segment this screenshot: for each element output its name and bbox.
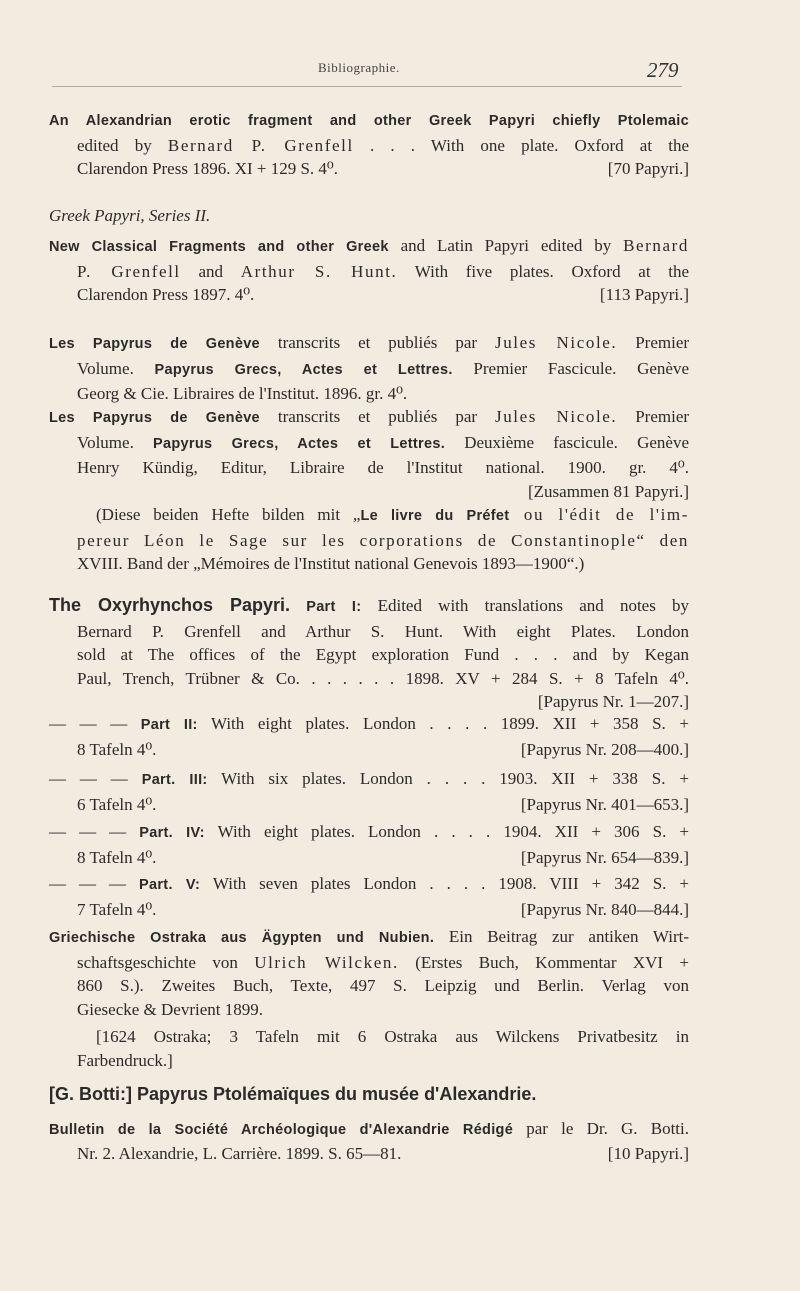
entry-part: Part I: bbox=[306, 599, 362, 615]
entry-text: 7 Tafeln 4⁰. bbox=[77, 899, 157, 919]
entry-title: Les Papyrus de Genève bbox=[49, 410, 260, 426]
entry-text: With five plates. Oxford at the bbox=[414, 261, 690, 281]
entry-text: schaftsgeschichte von bbox=[77, 952, 238, 972]
header-rule bbox=[52, 86, 682, 87]
entry-subtitle: Papyrus Grecs, Actes et Lettres. bbox=[154, 361, 453, 378]
entry-imprint: Henry Kündig, Editur, Libraire de l'Institut national. 1900. gr. 4⁰. bbox=[77, 458, 689, 477]
entry-imprint: Giesecke & Devrient 1899. bbox=[77, 999, 263, 1019]
entry-title: Griechische Ostraka aus Ägypten und Nubien. bbox=[49, 930, 435, 946]
entry-title: Bulletin de la Société Archéologique d'Alexandrie Rédigé bbox=[49, 1121, 514, 1138]
entry-note: Farbendruck.] bbox=[77, 1050, 173, 1070]
bib-entry-new-classical-fragments bbox=[49, 234, 689, 307]
entry-author: Bernard bbox=[623, 236, 690, 255]
papyri-count: [Papyrus Nr. 208—400.] bbox=[520, 739, 689, 759]
bib-entry-papyrus-de-geneve-2 bbox=[49, 405, 689, 576]
entry-text: With eight plates. London . . . . 1899. XII + 358 S. + bbox=[210, 714, 689, 733]
entry-text: . . . With one plate. Oxford at the bbox=[369, 135, 690, 155]
entry-text: par le Dr. bbox=[526, 1118, 608, 1138]
entry-part: Part II: bbox=[140, 717, 198, 733]
ditto-dash: — — — bbox=[49, 822, 127, 841]
entry-text: Ein Beitrag zur antiken Wirt- bbox=[448, 927, 689, 946]
series-heading: Greek Papyri, Series II. bbox=[49, 206, 211, 225]
papyri-count: [Papyrus Nr. 1—207.] bbox=[537, 692, 689, 711]
entry-title: Les Papyrus de Genève bbox=[49, 336, 260, 352]
entry-text: With eight plates. London . . . . 1904. XII + 306 S. + bbox=[217, 822, 689, 841]
papyri-count: [Papyrus Nr. 401—653.] bbox=[520, 794, 689, 814]
bib-entry-oxyrhynchos-papyri bbox=[49, 594, 689, 714]
papyri-count: [Zusammen 81 Papyri.] bbox=[528, 481, 689, 501]
entry-imprint: Georg & Cie. Libraires de l'Institut. 1896. gr. 4⁰. bbox=[77, 384, 408, 403]
entry-imprint: Clarendon Press 1897. 4⁰. bbox=[77, 285, 255, 304]
entry-text: sold at The offices of the Egypt exploration Fund . . . and by Kegan bbox=[77, 645, 689, 664]
entry-text: With six plates. London . . . . 1903. XII + 338 S. + bbox=[221, 769, 689, 788]
entry-author: G. Botti. bbox=[621, 1118, 689, 1138]
entry-text: Volume. bbox=[77, 358, 134, 378]
bib-entry-oxyrhynchos-part-3 bbox=[49, 767, 689, 816]
bib-entry-papyrus-de-geneve-1 bbox=[49, 331, 689, 406]
entry-text: (Erstes Buch, Kommentar XVI + bbox=[415, 952, 690, 972]
entry-author: Arthur S. Hunt. bbox=[240, 261, 398, 281]
entry-title: The Oxyrhynchos Papyri. bbox=[49, 595, 290, 615]
entry-text: Deuxième fascicule. Genève bbox=[464, 432, 690, 452]
papyri-count: [Papyrus Nr. 840—844.] bbox=[520, 899, 689, 919]
entry-title: New Classical Fragments and other Greek bbox=[49, 239, 389, 255]
bib-entry-botti-papyrus-ptolemaiques bbox=[49, 1083, 689, 1166]
entry-title: An Alexandrian erotic fragment and other Greek Papyri chiefly Ptolemaic bbox=[49, 113, 689, 129]
entry-text: Edited with translations and notes by bbox=[377, 596, 690, 615]
entry-text: With seven plates London . . . . 1908. VIII + 342 S. + bbox=[212, 874, 690, 893]
entry-heading: [G. Botti:] Papyrus Ptolémaïques du musée d'Alexandrie. bbox=[49, 1084, 537, 1104]
entry-note: XVIII. Band der „Mémoires de l'Institut national Genevois 1893—1900“.) bbox=[77, 554, 585, 573]
bib-entry-oxyrhynchos-part-5 bbox=[49, 872, 689, 921]
entry-author: P. Grenfell bbox=[77, 261, 181, 281]
ditto-dash: — — — bbox=[49, 874, 127, 893]
entry-text: transcrits et publiés par bbox=[277, 407, 478, 426]
papyri-count: [Papyrus Nr. 654—839.] bbox=[520, 847, 689, 867]
entry-text: Volume. bbox=[77, 432, 134, 452]
entry-imprint: Clarendon Press 1896. XI + 129 S. 4⁰. bbox=[77, 159, 339, 178]
entry-text: 860 S.). Zweites Buch, Texte, 497 S. Leipzig und Berlin. Verlag von bbox=[77, 976, 689, 995]
ditto-dash: — — — bbox=[49, 769, 128, 788]
entry-text: 8 Tafeln 4⁰. bbox=[77, 739, 157, 759]
entry-text: 8 Tafeln 4⁰. bbox=[77, 847, 157, 867]
entry-imprint: Paul, Trench, Trübner & Co. . . . . . . 1898. XV + 284 S. + 8 Tafeln 4⁰. bbox=[77, 668, 689, 688]
entry-text: and Latin Papyri edited by bbox=[400, 236, 612, 255]
entry-note: [1624 Ostraka; 3 Tafeln mit 6 Ostraka aus Wilckens Privatbesitz in bbox=[96, 1027, 689, 1046]
entry-text: edited by bbox=[77, 135, 152, 155]
entry-note: pereur Léon le Sage sur les corporations de Constantinople“ den bbox=[77, 530, 689, 550]
entry-text: 6 Tafeln 4⁰. bbox=[77, 794, 157, 814]
papyri-count: [70 Papyri.] bbox=[607, 159, 689, 178]
page-number: 279 bbox=[647, 58, 679, 82]
entry-part: Part. III: bbox=[141, 772, 208, 788]
papyri-count: [113 Papyri.] bbox=[599, 285, 689, 304]
entry-author: Ulrich Wilcken. bbox=[254, 952, 399, 972]
entry-note-bold: Le livre du Préfet bbox=[360, 508, 510, 524]
entry-text: and bbox=[198, 261, 223, 281]
entry-author: Jules Nicole. bbox=[494, 407, 618, 426]
entry-imprint: Nr. 2. Alexandrie, L. Carrière. 1899. S. 65—81. bbox=[77, 1144, 402, 1163]
entry-author: Jules Nicole. bbox=[494, 333, 618, 352]
entry-part: Part. V: bbox=[139, 877, 201, 893]
entry-text: Premier Fascicule. Genève bbox=[473, 358, 689, 378]
entry-part: Part. IV: bbox=[139, 825, 205, 841]
bib-entry-oxyrhynchos-part-4 bbox=[49, 820, 689, 869]
bib-entry-alexandrian-erotic-fragment bbox=[49, 108, 689, 181]
entry-text: Premier bbox=[635, 407, 690, 426]
ditto-dash: — — — bbox=[49, 714, 128, 733]
papyri-count: [10 Papyri.] bbox=[607, 1144, 689, 1163]
entry-note: ou l'édit de l'im- bbox=[509, 505, 689, 524]
entry-author: Bernard P. Grenfell bbox=[167, 135, 354, 155]
bib-entry-griechische-ostraka bbox=[49, 925, 689, 1072]
bib-entry-oxyrhynchos-part-2 bbox=[49, 712, 689, 761]
entry-text: Bernard P. Grenfell and Arthur S. Hunt. With eight Plates. London bbox=[77, 621, 689, 641]
entry-subtitle: Papyrus Grecs, Actes et Lettres. bbox=[153, 435, 446, 452]
running-head bbox=[0, 60, 800, 84]
entry-text: transcrits et publiés par bbox=[277, 333, 478, 352]
entry-text: Premier bbox=[635, 333, 690, 352]
running-head-title: Bibliographie. bbox=[318, 60, 400, 75]
entry-note: (Diese beiden Hefte bilden mit „ bbox=[96, 505, 361, 524]
